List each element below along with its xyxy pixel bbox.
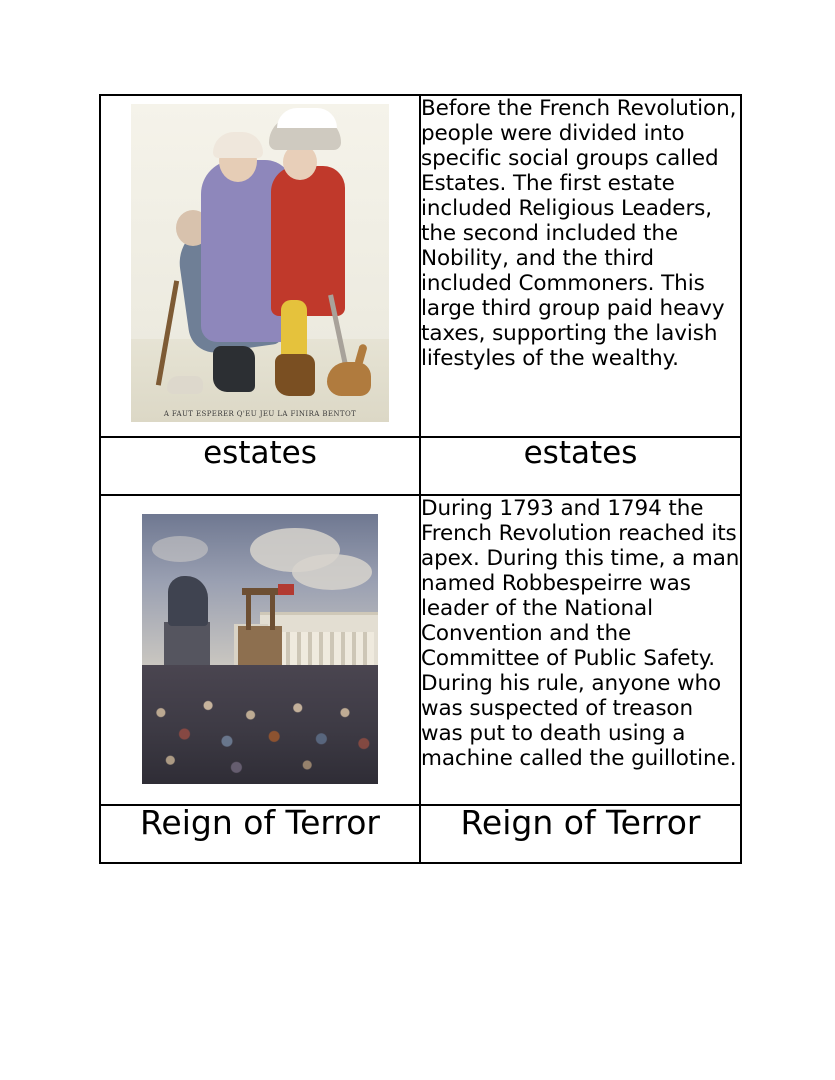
hat-plume-shape [277, 108, 337, 128]
terror-definition-text: During 1793 and 1794 the French Revolution reached its apex. During this time, a man named Robbespeirre was leader of the National Convention and the Committee of Public Safety. During his rule, anyone who was suspected of treason was put to death using a machine called the guillotine. [421, 496, 740, 772]
cloud-shape [292, 554, 372, 590]
cloud-shape [152, 536, 208, 562]
noble-figure-shape [271, 166, 345, 316]
estates-cartoon-illustration [131, 104, 389, 422]
terror-image-cell [100, 495, 420, 805]
flag-shape [278, 584, 294, 595]
guillotine-post-shape [246, 592, 251, 630]
estates-definition-text: Before the French Revolution, people were divided into specific social groups called Estates. The first estate included Religious Leaders, the second included the Nobility, and the third included Commoners. This large third group paid heavy taxes, supporting the lavish lifestyles of the wealthy. [421, 96, 737, 372]
estates-term-left: estates [203, 435, 317, 471]
crowd-figures-shape [142, 665, 378, 784]
bird-shape [167, 376, 203, 394]
estates-definition-cell [420, 95, 741, 437]
estates-image-cell [100, 95, 420, 437]
terror-term-right-cell [420, 805, 741, 863]
table-row [100, 805, 741, 863]
table-row [100, 95, 741, 437]
terror-term-right: Reign of Terror [460, 803, 701, 842]
reign-of-terror-illustration [142, 514, 378, 784]
estates-term-right-cell [420, 437, 741, 495]
estates-term-right: estates [523, 435, 638, 471]
estates-term-left-cell [100, 437, 420, 495]
rabbit-shape [327, 362, 371, 396]
equestrian-statue-shape [168, 576, 208, 626]
clergy-wig-shape [213, 132, 263, 158]
guillotine-crossbeam-shape [242, 588, 280, 595]
terror-definition-cell [420, 495, 741, 805]
noble-boot-shape [275, 354, 315, 396]
vocabulary-card-table [99, 94, 742, 864]
table-row [100, 437, 741, 495]
terror-term-left-cell [100, 805, 420, 863]
terror-term-left: Reign of Terror [139, 803, 380, 842]
table-row [100, 495, 741, 805]
guillotine-post-shape [270, 592, 275, 630]
commoner-boot-shape [213, 346, 255, 392]
illustration-caption: A FAUT ESPERER Q'EU JEU LA FINIRA BENTOT [163, 410, 357, 418]
scaffold-shape [238, 626, 282, 668]
